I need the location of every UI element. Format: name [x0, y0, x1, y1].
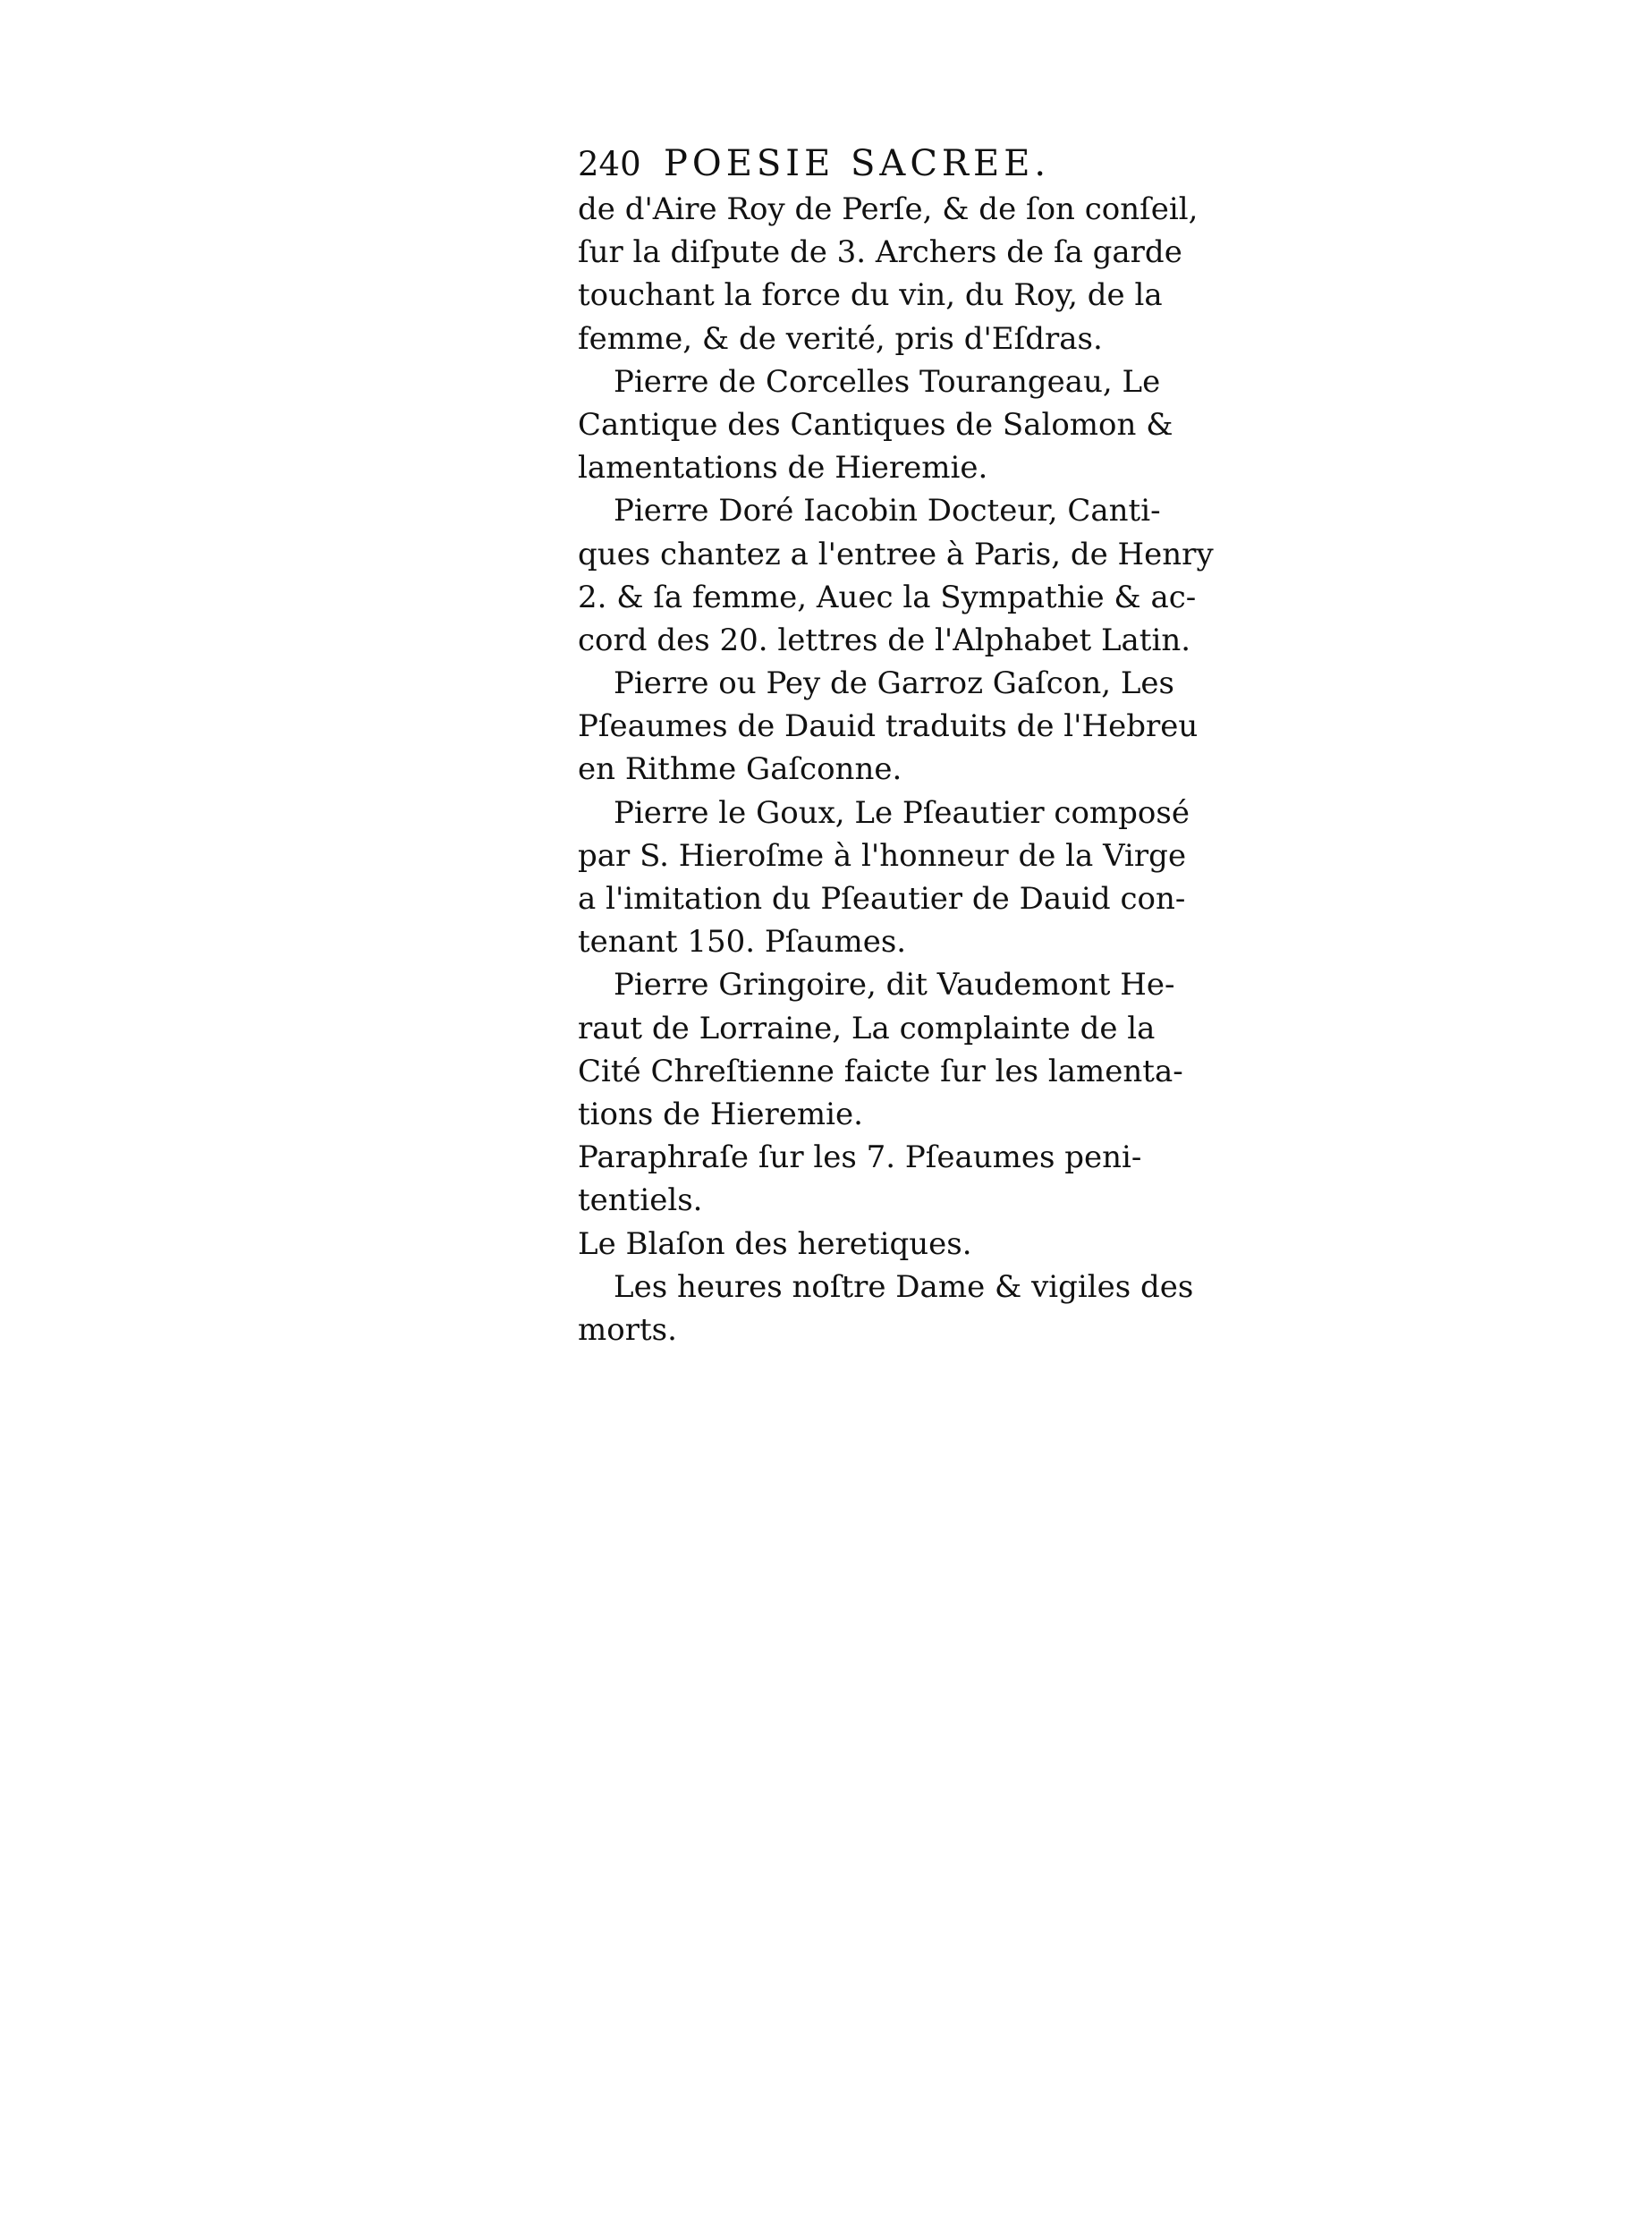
text-line: a l'imitation du Pſeautier de Dauid con-: [578, 881, 1186, 917]
text-line: femme, & de verité, pris d'Eſdras.: [578, 320, 1103, 357]
text-lines: [578, 188, 1214, 1351]
text-line: en Rithme Gaſconne.: [578, 751, 902, 788]
running-title: POESIE SACREE.: [664, 143, 1051, 184]
text-line: tions de Hieremie.: [578, 1096, 863, 1132]
text-line: de d'Aire Roy de Perſe, & de ſon conſeil,: [578, 191, 1199, 227]
text-line: raut de Lorraine, La complainte de la: [578, 1010, 1156, 1046]
text-line: tenant 150. Pſaumes.: [578, 924, 907, 961]
text-line: Pierre ou Pey de Garroz Gaſcon, Les: [614, 665, 1174, 702]
text-line: Paraphraſe ſur les 7. Pſeaumes peni-: [578, 1139, 1142, 1176]
text-line: morts.: [578, 1311, 677, 1348]
text-line: Le Blaſon des heretiques.: [578, 1225, 972, 1262]
page-number: 240: [578, 145, 641, 183]
text-line: ques chantez a l'entree à Paris, de Henry: [578, 536, 1214, 572]
text-line: Pierre le Goux, Le Pſeautier composé: [614, 794, 1190, 831]
text-line: lamentations de Hieremie.: [578, 450, 988, 487]
running-head: [578, 143, 1114, 186]
text-line: Pierre Gringoire, dit Vaudemont He-: [614, 967, 1175, 1004]
text-line: Pierre de Corcelles Tourangeau, Le: [614, 363, 1161, 400]
text-line: touchant la force du vin, du Roy, de la: [578, 277, 1163, 314]
text-line: Pſeaumes de Dauid traduits de l'Hebreu: [578, 708, 1199, 745]
text-line: Cité Chreſtienne faicte ſur les lamenta-: [578, 1053, 1183, 1089]
text-line: Cantique des Cantiques de Salomon &: [578, 406, 1173, 443]
text-line: 2. & ſa femme, Auec la Sympathie & ac-: [578, 579, 1197, 615]
text-line: cord des 20. lettres de l'Alphabet Latin.: [578, 622, 1191, 658]
text-line: par S. Hieroſme à l'honneur de la Virge: [578, 837, 1187, 874]
text-line: ſur la diſpute de 3. Archers de ſa garde: [578, 234, 1182, 271]
text-line: Pierre Doré Iacobin Docteur, Canti-: [614, 493, 1161, 529]
text-line: tentiels.: [578, 1182, 703, 1219]
text-block: [578, 143, 1214, 1351]
text-line: Les heures noſtre Dame & vigiles des: [614, 1268, 1194, 1305]
